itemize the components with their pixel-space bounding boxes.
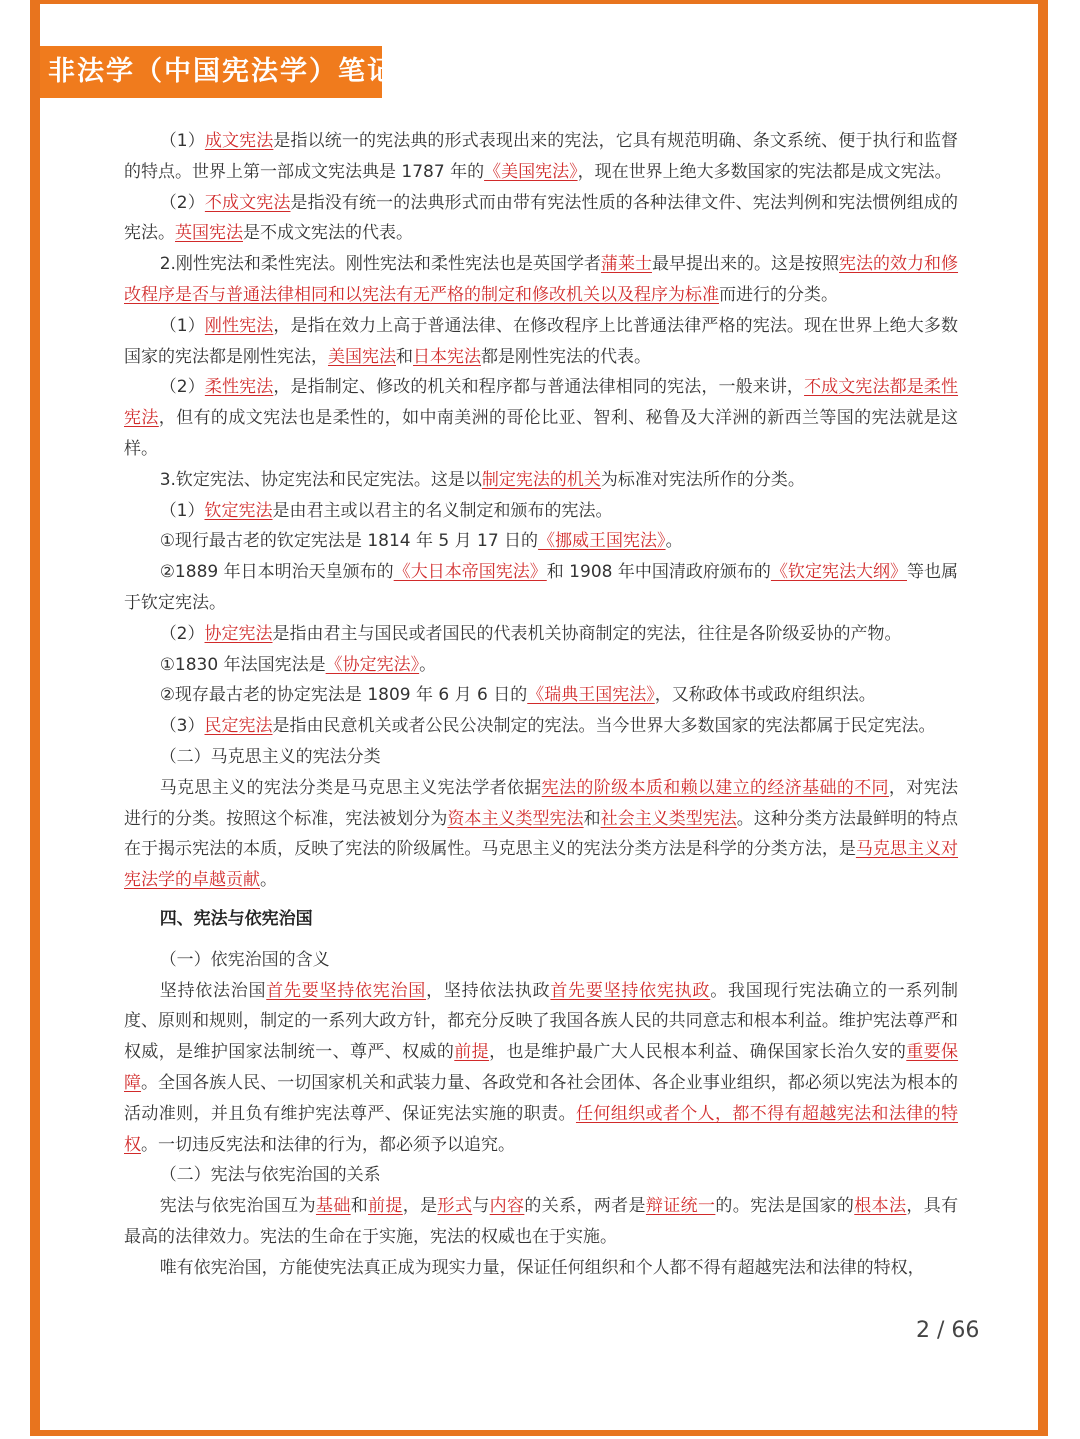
term: 英国宪法 [175,223,243,244]
term: 钦定宪法 [204,500,273,521]
paragraph-rigid-flexible: 2.刚性宪法和柔性宪法。刚性宪法和柔性宪法也是英国学者蒲莱士最早提出来的。这是按照宪法的效力和修改程序是否与普通法律相同和以宪法有无严格的制定和修改机关以及程序为标准而进行的分类。 [124,254,959,305]
term: 首先要坚持依宪执政 [550,980,711,1001]
paragraph-meaning: 坚持依法治国首先要坚持依宪治国，坚持依法执政首先要坚持依宪执政。我国现行宪法确立的一系列制度、原则和规则，制定的一系列大政方针，都充分反映了我国各族人民的共同意志和根本利益。维护宪法尊严和权威，是维护国家法制统一、尊严、权威的前提，也是维护最广大人民根本利益、确保国家长治久安的重要保障。全国各族人民、一切国家机关和武装力量、各政党和各社会团体、各企业事业组织，都必须以宪法为根本的活动准则，并且负有维护宪法尊严、保证宪法实施的职责。任何组织或者个人，都不得有超越宪法和法律的特权。一切违反宪法和法律的行为，都必须予以追究。 [124,980,959,1155]
term: 宪法的效力和修改程序是否与普通法律相同和以宪法有无严格的制定和修改机关以及程序为标准 [124,254,959,305]
paragraph-imperial-2: ②1889 年日本明治天皇颁布的《大日本帝国宪法》和 1908 年中国清政府颁布的《钦定宪法大纲》等也属于钦定宪法。 [124,562,959,613]
subheading-relation: （二）宪法与依宪治国的关系 [159,1165,381,1186]
term: 日本宪法 [413,346,481,367]
term: 任何组织或者个人，都不得有超越宪法和法律的特权 [124,1103,959,1155]
paragraph-written-constitution: （1）成文宪法是指以统一的宪法典的形式表现出来的宪法，它具有规范明确、条文系统、便于执行和监督的特点。世界上第一部成文宪法典是 1787 年的《美国宪法》，现在世界上绝大多数国家的宪法都是成文宪法。 [124,131,959,182]
term: 前提 [368,1196,403,1217]
term: 制定宪法的机关 [481,469,601,490]
term: 柔性宪法 [204,377,274,398]
subheading-marxist: （二）马克思主义的宪法分类 [159,746,381,767]
subheading-meaning: （一）依宪治国的含义 [159,949,330,970]
paragraph-last: 唯有依宪治国，方能使宪法真正成为现实力量，保证任何组织和个人都不得有超越宪法和法律的特权， [159,1257,925,1278]
term: 《大日本帝国宪法》 [393,562,547,583]
paragraph-agreed-1: ①1830 年法国宪法是《协定宪法》。 [159,654,437,675]
term: 前提 [454,1042,490,1063]
paragraph-agreed-2: ②现存最古老的协定宪法是 1809 年 6 月 6 日的《瑞典王国宪法》，又称政体书或政府组织法。 [159,685,876,706]
term: 蒲莱士 [600,254,652,275]
term: 马克思主义对宪法学的卓越贡献 [124,839,959,891]
term: 重要保障 [124,1042,959,1093]
paragraph-marxist: 马克思主义的宪法分类是马克思主义宪法学者依据宪法的阶级本质和赖以建立的经济基础的不同，对宪法进行的分类。按照这个标准，宪法被划分为资本主义类型宪法和社会主义类型宪法。这种分类方法最鲜明的特点在于揭示宪法的本质，反映了宪法的阶级属性。马克思主义的宪法分类方法是科学的分类方法，是马克思主义对宪法学的卓越贡献。 [124,777,959,891]
term: 《协定宪法》 [325,654,420,675]
term: 《瑞典王国宪法》 [527,685,655,706]
term: 民定宪法 [204,716,273,737]
paragraph-flexible: （2）柔性宪法，是指制定、修改的机关和程序都与普通法律相同的宪法，一般来讲，不成文宪法都是柔性宪法，但有的成文宪法也是柔性的，如中南美洲的哥伦比亚、智利、秘鲁及大洋洲的新西兰等国的宪法就是这样。 [124,377,959,459]
document-body [124,126,958,1283]
term: 根本法 [854,1196,907,1217]
paragraph-agreed: （2）协定宪法是指由君主与国民或者国民的代表机关协商制定的宪法，往往是各阶级妥协的产物。 [159,623,902,644]
paragraph-unwritten-constitution: （2）不成文宪法是指没有统一的法典形式而由带有宪法性质的各种法律文件、宪法判例和宪法惯例组成的宪法。英国宪法是不成文宪法的代表。 [124,192,959,244]
term: 资本主义类型宪法 [447,808,584,829]
paragraph-classification-3: 3.钦定宪法、协定宪法和民定宪法。这是以制定宪法的机关为标准对宪法所作的分类。 [159,469,805,490]
term: 美国宪法 [328,346,396,367]
term: 形式 [437,1196,473,1217]
term: 协定宪法 [204,623,273,644]
paragraph-imperial: （1）钦定宪法是由君主或以君主的名义制定和颁布的宪法。 [159,500,613,521]
term: 社会主义类型宪法 [600,808,737,829]
paragraph-imperial-1: ①现行最古老的钦定宪法是 1814 年 5 月 17 日的《挪威王国宪法》。 [159,531,683,552]
term: 成文宪法 [204,131,274,151]
page-number: 2 / 66 [916,1318,980,1343]
term: 首先要坚持依宪治国 [266,980,427,1001]
page-title: 非法学（中国宪法学）笔记 [40,46,382,98]
term: 不成文宪法都是柔性宪法 [124,377,959,429]
term: 基础 [315,1196,351,1217]
term: 宪法的阶级本质和赖以建立的经济基础的不同 [541,777,889,798]
term: 内容 [489,1196,525,1217]
term: 《挪威王国宪法》 [538,531,666,552]
term: 《钦定宪法大纲》 [770,562,907,583]
term: 辩证统一 [645,1196,716,1217]
term: 《美国宪法》 [484,161,578,182]
section-heading: 四、宪法与依宪治国 [159,908,313,929]
term: 不成文宪法 [204,192,291,213]
paragraph-relation: 宪法与依宪治国互为基础和前提，是形式与内容的关系，两者是辩证统一的。宪法是国家的根本法，具有最高的法律效力。宪法的生命在于实施，宪法的权威也在于实施。 [124,1196,959,1247]
paragraph-rigid: （1）刚性宪法，是指在效力上高于普通法律、在修改程序上比普通法律严格的宪法。现在世界上绝大多数国家的宪法都是刚性宪法，美国宪法和日本宪法都是刚性宪法的代表。 [124,315,959,367]
term: 刚性宪法 [204,315,274,336]
paragraph-popular: （3）民定宪法是指由民意机关或者公民公决制定的宪法。当今世界大多数国家的宪法都属于民定宪法。 [159,716,936,737]
